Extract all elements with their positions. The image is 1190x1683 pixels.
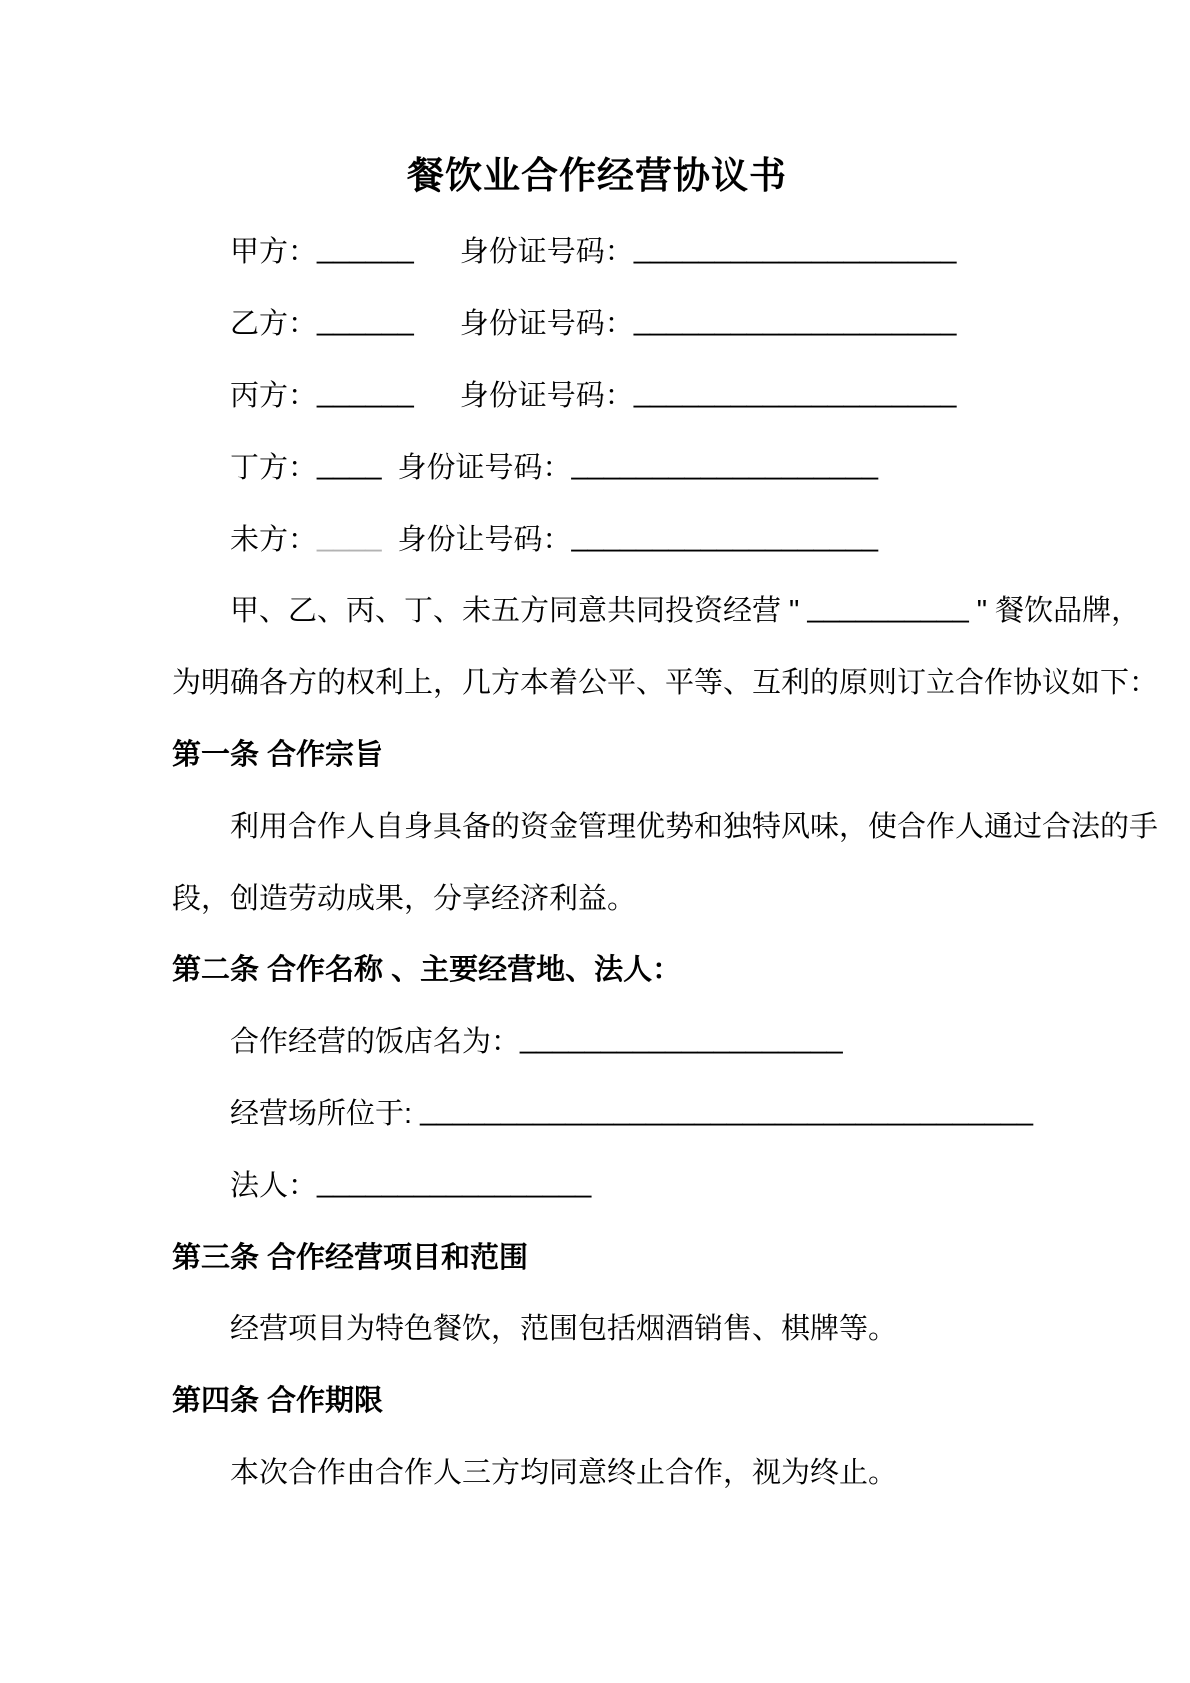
section-4-paragraph-line-1 — [172, 1435, 1022, 1507]
party-label: 甲方： — [230, 236, 318, 269]
field-label: 经营场所位于: — [230, 1097, 421, 1130]
legal-person-row — [172, 1147, 1022, 1219]
party-row-jia — [172, 214, 1022, 286]
party-label: 未方： — [230, 523, 318, 556]
id-label: 身份证号码： — [459, 308, 634, 341]
document-title: 餐饮业合作经营协议书 — [407, 155, 787, 196]
intro-text: 为明确各方的权利上，几方本着公平、平等、互利的原则订立合作协议如下： — [172, 667, 1159, 700]
intro-text: 甲、乙、丙、丁、未五方同意共同投资经营 " — [230, 595, 808, 628]
party-label: 丙方： — [230, 379, 318, 412]
section-1-paragraph-line-2 — [172, 860, 1022, 932]
id-blank: ___________________ — [571, 520, 878, 553]
party-name-blank: ______ — [317, 376, 414, 409]
section-1-heading — [172, 717, 1022, 789]
intro-line-2 — [172, 645, 1159, 717]
party-name-blank: ______ — [317, 233, 414, 266]
heading-text: 第一条 合作宗旨 — [172, 738, 384, 771]
paragraph-text: 本次合作由合作人三方均同意终止合作，视为终止。 — [230, 1456, 898, 1489]
heading-text: 第三条 合作经营项目和范围 — [172, 1241, 529, 1274]
field-blank: ______________________________________ — [420, 1094, 1034, 1127]
field-label: 法人： — [230, 1169, 318, 1202]
section-4-heading — [172, 1363, 1022, 1435]
section-1-paragraph-line-1 — [172, 788, 1159, 860]
section-3-paragraph-line-1 — [172, 1291, 1022, 1363]
section-3-heading — [172, 1219, 1022, 1291]
id-label: 身份让号码： — [397, 523, 572, 556]
party-name-blank: ____ — [317, 520, 382, 553]
id-blank: ____________________ — [633, 305, 957, 338]
party-name-blank: ______ — [317, 305, 414, 338]
paragraph-text: 段，创造劳动成果，分享经济利益。 — [172, 882, 637, 915]
restaurant-name-row — [172, 1004, 1022, 1076]
party-name-blank: ____ — [317, 448, 382, 481]
id-blank: ____________________ — [633, 233, 957, 266]
party-label: 乙方： — [230, 308, 318, 341]
paragraph-text: 利用合作人自身具备的资金管理优势和独特风味，使合作人通过合法的手 — [230, 810, 1159, 843]
field-blank: ____________________ — [520, 1023, 843, 1056]
intro-text: " 餐饮品牌， — [968, 595, 1141, 628]
field-label: 合作经营的饭店名为： — [230, 1026, 521, 1059]
id-blank: ___________________ — [571, 448, 878, 481]
paragraph-text: 经营项目为特色餐饮，范围包括烟酒销售、棋牌等。 — [230, 1313, 898, 1346]
id-label: 身份证号码： — [459, 379, 634, 412]
party-row-bing — [172, 358, 1022, 430]
section-2-heading — [172, 932, 1022, 1004]
document-body — [172, 0, 1159, 1506]
field-blank: _________________ — [317, 1166, 592, 1199]
id-blank: ____________________ — [633, 376, 957, 409]
id-label: 身份证号码： — [459, 236, 634, 269]
location-row — [172, 1076, 1034, 1148]
intro-line-1 — [172, 573, 1141, 645]
party-row-wei — [172, 501, 1022, 573]
party-label: 丁方： — [230, 451, 318, 484]
heading-text: 第四条 合作期限 — [172, 1385, 384, 1418]
party-row-ding — [172, 429, 1022, 501]
party-row-yi — [172, 286, 1022, 358]
brand-blank: __________ — [807, 592, 969, 625]
id-label: 身份证号码： — [397, 451, 572, 484]
heading-text: 第二条 合作名称 、主要经营地、法人： — [172, 954, 682, 987]
